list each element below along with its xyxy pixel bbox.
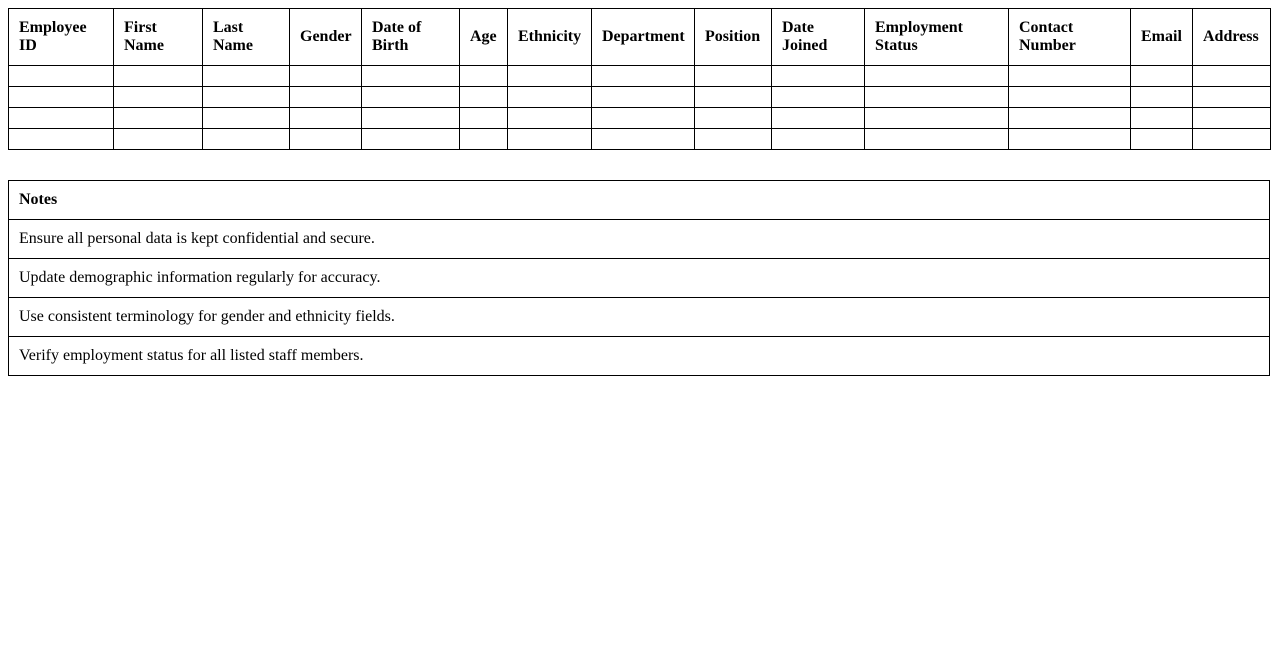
note-item: Use consistent terminology for gender and ethnicity fields. [9, 298, 1270, 337]
table-cell[interactable] [865, 66, 1009, 87]
table-cell[interactable] [290, 66, 362, 87]
header-contact-number: Contact Number [1009, 9, 1131, 66]
table-cell[interactable] [772, 66, 865, 87]
table-cell[interactable] [1131, 66, 1193, 87]
table-cell[interactable] [362, 66, 460, 87]
table-row [9, 108, 1271, 129]
notes-row [9, 298, 1270, 337]
employee-table [8, 8, 1271, 150]
table-cell[interactable] [1193, 108, 1271, 129]
table-cell[interactable] [114, 66, 203, 87]
table-cell[interactable] [9, 66, 114, 87]
table-cell[interactable] [9, 87, 114, 108]
table-cell[interactable] [1009, 87, 1131, 108]
table-cell[interactable] [695, 129, 772, 150]
table-cell[interactable] [9, 129, 114, 150]
table-cell[interactable] [203, 66, 290, 87]
table-cell[interactable] [460, 66, 508, 87]
document-page [8, 8, 1270, 376]
header-department: Department [592, 9, 695, 66]
header-position: Position [695, 9, 772, 66]
employee-table-body [9, 66, 1271, 150]
table-cell[interactable] [114, 108, 203, 129]
table-cell[interactable] [508, 87, 592, 108]
table-cell[interactable] [114, 87, 203, 108]
table-cell[interactable] [362, 129, 460, 150]
table-cell[interactable] [1009, 108, 1131, 129]
table-cell[interactable] [695, 66, 772, 87]
header-gender: Gender [290, 9, 362, 66]
header-employment-status: Employment Status [865, 9, 1009, 66]
header-ethnicity: Ethnicity [508, 9, 592, 66]
table-cell[interactable] [1131, 108, 1193, 129]
table-row [9, 87, 1271, 108]
table-header-row [9, 9, 1271, 66]
notes-table [8, 180, 1270, 376]
table-cell[interactable] [508, 66, 592, 87]
table-row [9, 66, 1271, 87]
table-cell[interactable] [592, 66, 695, 87]
header-address: Address [1193, 9, 1271, 66]
note-item: Update demographic information regularly for accuracy. [9, 259, 1270, 298]
notes-row [9, 337, 1270, 376]
table-cell[interactable] [695, 108, 772, 129]
header-email: Email [1131, 9, 1193, 66]
table-cell[interactable] [460, 108, 508, 129]
table-cell[interactable] [865, 108, 1009, 129]
header-date-joined: Date Joined [772, 9, 865, 66]
table-cell[interactable] [290, 129, 362, 150]
notes-row [9, 220, 1270, 259]
header-date-of-birth: Date of Birth [362, 9, 460, 66]
table-cell[interactable] [865, 129, 1009, 150]
table-cell[interactable] [203, 87, 290, 108]
table-cell[interactable] [460, 87, 508, 108]
header-first-name: First Name [114, 9, 203, 66]
table-cell[interactable] [362, 108, 460, 129]
table-cell[interactable] [1193, 66, 1271, 87]
table-cell[interactable] [508, 108, 592, 129]
table-cell[interactable] [114, 129, 203, 150]
notes-row [9, 259, 1270, 298]
table-cell[interactable] [460, 129, 508, 150]
table-cell[interactable] [1009, 66, 1131, 87]
header-employee-id: Employee ID [9, 9, 114, 66]
note-item: Ensure all personal data is kept confidential and secure. [9, 220, 1270, 259]
note-item: Verify employment status for all listed staff members. [9, 337, 1270, 376]
table-cell[interactable] [772, 108, 865, 129]
table-row [9, 129, 1271, 150]
table-cell[interactable] [1193, 87, 1271, 108]
header-last-name: Last Name [203, 9, 290, 66]
table-cell[interactable] [508, 129, 592, 150]
table-cell[interactable] [695, 87, 772, 108]
table-cell[interactable] [592, 108, 695, 129]
table-cell[interactable] [592, 129, 695, 150]
notes-title: Notes [9, 181, 1270, 220]
table-cell[interactable] [772, 87, 865, 108]
table-cell[interactable] [9, 108, 114, 129]
table-cell[interactable] [362, 87, 460, 108]
table-cell[interactable] [592, 87, 695, 108]
table-cell[interactable] [865, 87, 1009, 108]
table-cell[interactable] [1193, 129, 1271, 150]
header-age: Age [460, 9, 508, 66]
table-cell[interactable] [772, 129, 865, 150]
table-cell[interactable] [1009, 129, 1131, 150]
table-cell[interactable] [203, 108, 290, 129]
notes-header-row [9, 181, 1270, 220]
table-cell[interactable] [290, 87, 362, 108]
table-cell[interactable] [1131, 87, 1193, 108]
table-cell[interactable] [203, 129, 290, 150]
table-cell[interactable] [290, 108, 362, 129]
table-cell[interactable] [1131, 129, 1193, 150]
